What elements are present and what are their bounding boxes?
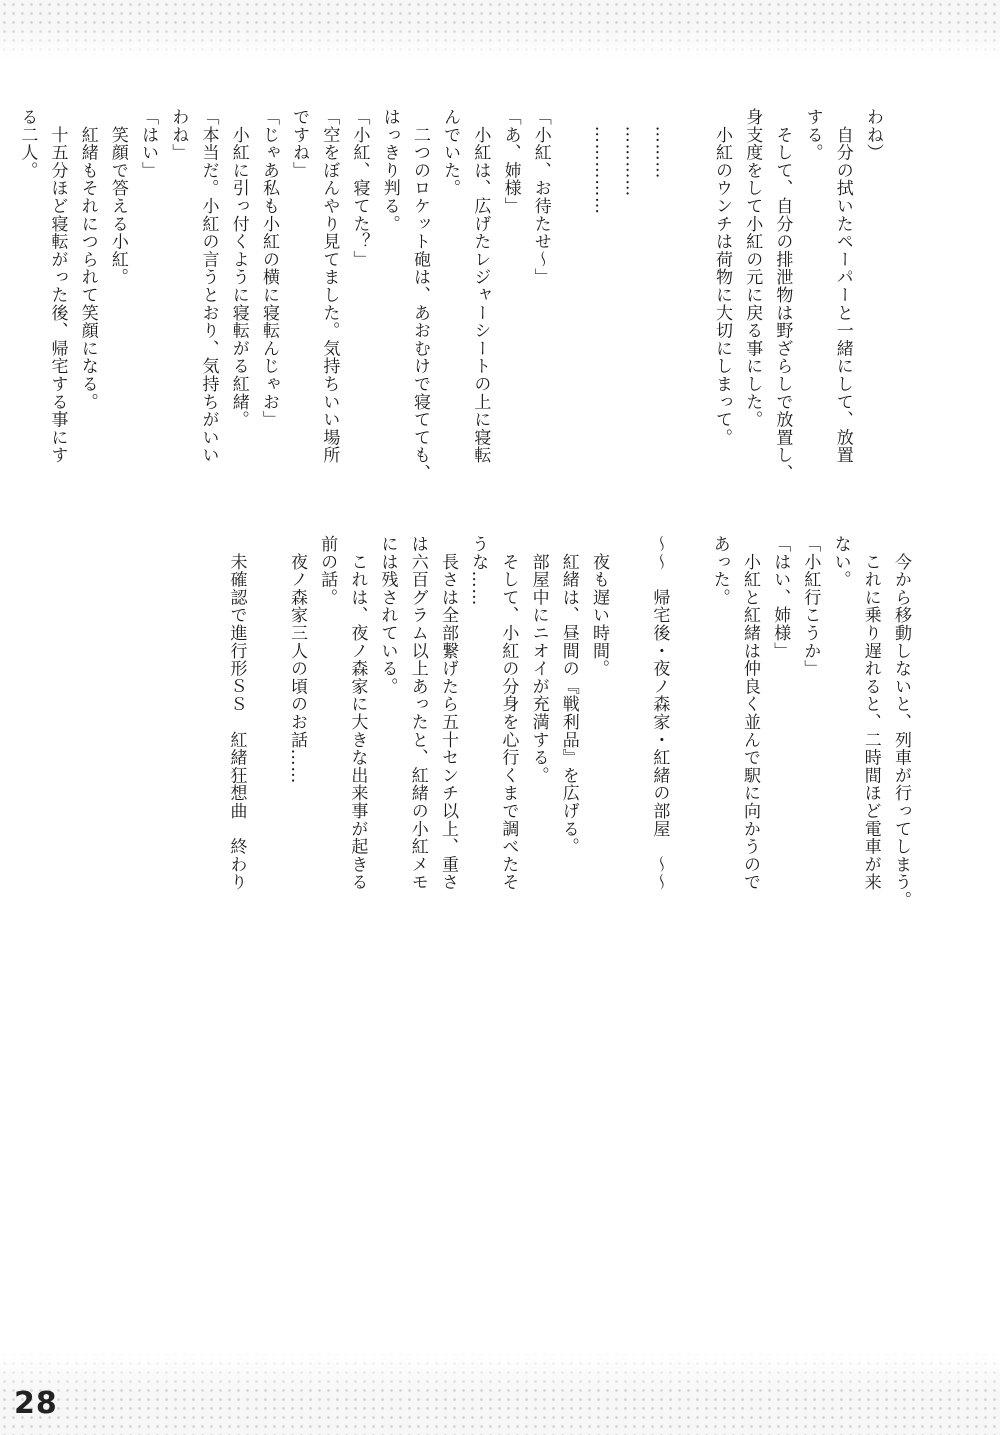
text-line: そして、小紅の分身を心行くまで調べたそ bbox=[498, 535, 519, 891]
text-line: 未確認で進行形ＳＳ 紅緒狂想曲 終わり bbox=[226, 535, 247, 891]
text-line: 長さは全部繋げたら五十センチ以上、重さ bbox=[437, 535, 458, 891]
dotted-header-band bbox=[0, 0, 1000, 60]
text-line: …………… bbox=[591, 108, 612, 215]
text-line: 「はい、姉様」 bbox=[770, 535, 791, 660]
text-line: 「小紅、お待たせ～」 bbox=[530, 108, 551, 286]
text-line: 小紅のウンチは荷物に大切にしまって。 bbox=[711, 108, 732, 447]
text-line: うな…… bbox=[468, 535, 489, 607]
text-line: 笑顔で答える小紅。 bbox=[107, 108, 128, 286]
text-line: そして、自分の排泄物は野ざらしで放置し、 bbox=[772, 108, 793, 482]
text-line bbox=[677, 108, 707, 508]
text-line: ……… bbox=[651, 108, 672, 180]
text-line: わね） bbox=[863, 108, 883, 162]
text-line bbox=[674, 535, 704, 920]
text-line: 十五分ほど寝転がった後、帰宅する事にす bbox=[47, 108, 68, 464]
text-line: 夜ノ森家三人の頃のお話…… bbox=[286, 535, 307, 785]
text-line: 小紅と紅緒は仲良く並んで駅に向かうので bbox=[739, 535, 760, 891]
text-line: 「じゃあ私も小紅の横に寝転んじゃお」 bbox=[258, 108, 279, 429]
text-line: 自分の拭いたペーパーと一緒にして、放置 bbox=[832, 108, 853, 464]
text-line: 今から移動しないと、列車が行ってしまう。 bbox=[891, 535, 911, 909]
text-line: は六百グラム以上あったと、紅緒の小紅メモ bbox=[407, 535, 428, 891]
text-line: 紅緒は、昼間の『戦利品』を広げる。 bbox=[558, 535, 579, 856]
dotted-footer-band bbox=[0, 1350, 1000, 1435]
text-line: ～～ 帰宅後・夜ノ森家・紅緒の部屋 ～～ bbox=[649, 535, 670, 891]
text-line: ………… bbox=[621, 108, 642, 197]
lower-text-block bbox=[226, 535, 916, 920]
text-line: 夜も遅い時間。 bbox=[588, 535, 609, 678]
text-line: 小紅は、広げたレジャーシートの上に寝転 bbox=[470, 108, 491, 464]
upper-text-block bbox=[17, 108, 888, 508]
text-line: ですね」 bbox=[289, 108, 310, 180]
text-line bbox=[556, 108, 586, 508]
text-line: 小紅に引っ付くように寝転がる紅緒。 bbox=[228, 108, 249, 429]
text-line: わね」 bbox=[168, 108, 189, 162]
text-line: 紅緒もそれにつられて笑顔になる。 bbox=[77, 108, 98, 411]
text-line: 「はい」 bbox=[138, 108, 159, 180]
text-line: 「小紅、寝てた？」 bbox=[349, 108, 370, 269]
text-line: には残されている。 bbox=[377, 535, 398, 696]
text-line: 部屋中にニオイが充満する。 bbox=[528, 535, 549, 785]
text-line: 「小紅行こうか」 bbox=[800, 535, 821, 678]
text-line: あった。 bbox=[709, 535, 730, 607]
text-line: はっきり判る。 bbox=[379, 108, 400, 233]
text-line: ない。 bbox=[830, 535, 851, 589]
text-line: る二人。 bbox=[17, 108, 38, 180]
text-line bbox=[252, 535, 282, 920]
text-line: これに乗り遅れると、二時間ほど電車が来 bbox=[860, 535, 881, 891]
text-line: 身支度をして小紅の元に戻る事にした。 bbox=[742, 108, 763, 429]
text-line: する。 bbox=[802, 108, 823, 162]
text-line: 「あ、姉様」 bbox=[500, 108, 521, 215]
text-line: 「本当だ。小紅の言うとおり、気持ちがいい bbox=[198, 108, 219, 464]
text-line: 「空をぼんやり見てました。気持ちいい場所 bbox=[319, 108, 340, 464]
text-line: 二つのロケット砲は、あおむけで寝てても、 bbox=[409, 108, 430, 482]
text-line: 前の話。 bbox=[317, 535, 338, 607]
text-line: これは、夜ノ森家に大きな出来事が起きる bbox=[347, 535, 368, 891]
text-line: んでいた。 bbox=[440, 108, 461, 197]
page-number: 28 bbox=[14, 1386, 58, 1421]
text-line bbox=[614, 535, 644, 920]
